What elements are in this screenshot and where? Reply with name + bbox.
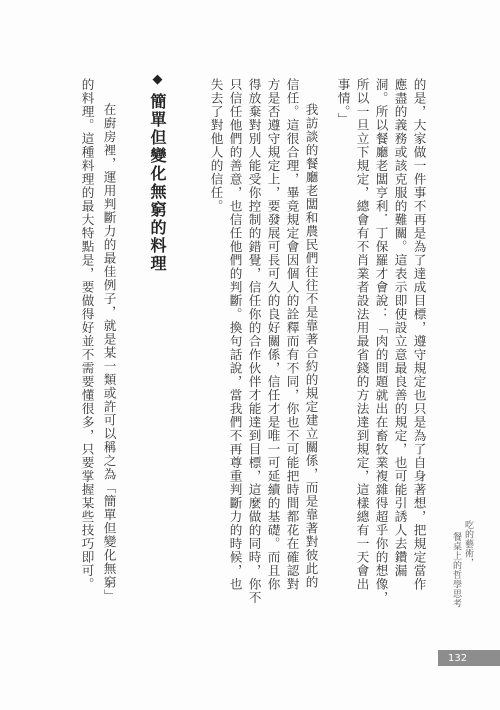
running-head-subtitle	[450, 532, 463, 608]
section-heading	[146, 72, 169, 273]
section-body-column: 在廚房裡，運用判斷力的最佳例子，就是某一類或許可以稱之為「簡單但變化無窮」	[101, 103, 117, 603]
section-body-column: 的料理。這種料理的最大特點是，要做得好並不需要懂很多，只要掌握某些技巧即可。	[79, 78, 95, 591]
diamond-marker-icon: ◆	[150, 72, 165, 89]
section-title: 簡單但變化無窮的料理	[148, 93, 167, 273]
body-column: 所以一旦立下規定，總會有不肖業者設法用最省錢的方法達到規定，這樣總有一天會出	[354, 78, 370, 591]
body-column: 得放棄對別人能受你控制的錯覺，信任你的合作伙伴才能達到目標，這麼做的同時，你不	[246, 78, 262, 605]
body-column: 洞。所以餐廳老闆亨利．丁保羅才會說：「肉的問題就出在畜牧業複雜得超乎你的想像，	[373, 78, 389, 605]
page-number: 132	[448, 652, 468, 664]
page-number-tab	[438, 650, 500, 666]
running-head-title: 吃的藝術，	[463, 520, 473, 568]
body-column: 事情。」	[335, 78, 351, 126]
body-column: 我訪談的餐廳老闆和農民們往往不是靠著合約的規定建立關係，而是靠著對彼此的	[303, 103, 319, 589]
body-column: 的是，大家做一件事不再是為了達成目標，遵守規定也只是為了自身著想，把規定當作	[411, 78, 427, 591]
body-column: 失去了對他人的信任。	[208, 78, 224, 213]
body-column: 應盡的義務或該克服的難關。這表示即使設立意最良善的規定，也可能引誘人去鑽漏	[392, 78, 408, 578]
running-head	[462, 520, 475, 568]
body-column: 方是否遵守規定上，要發展可長可久的良好關係，信任才是唯一可延續的基礎。而且你	[265, 78, 281, 591]
running-head-subtitle-text: 餐桌上的哲學思考	[451, 532, 461, 608]
body-column: 只信任他們的善意，也信任他們的判斷。換句話說，當我們不再尊重判斷力的時候，也	[227, 78, 243, 591]
body-column: 信任。這很合理，畢竟規定會因個人的詮釋而有不同，你也不可能把時間都花在確認對	[284, 78, 300, 591]
